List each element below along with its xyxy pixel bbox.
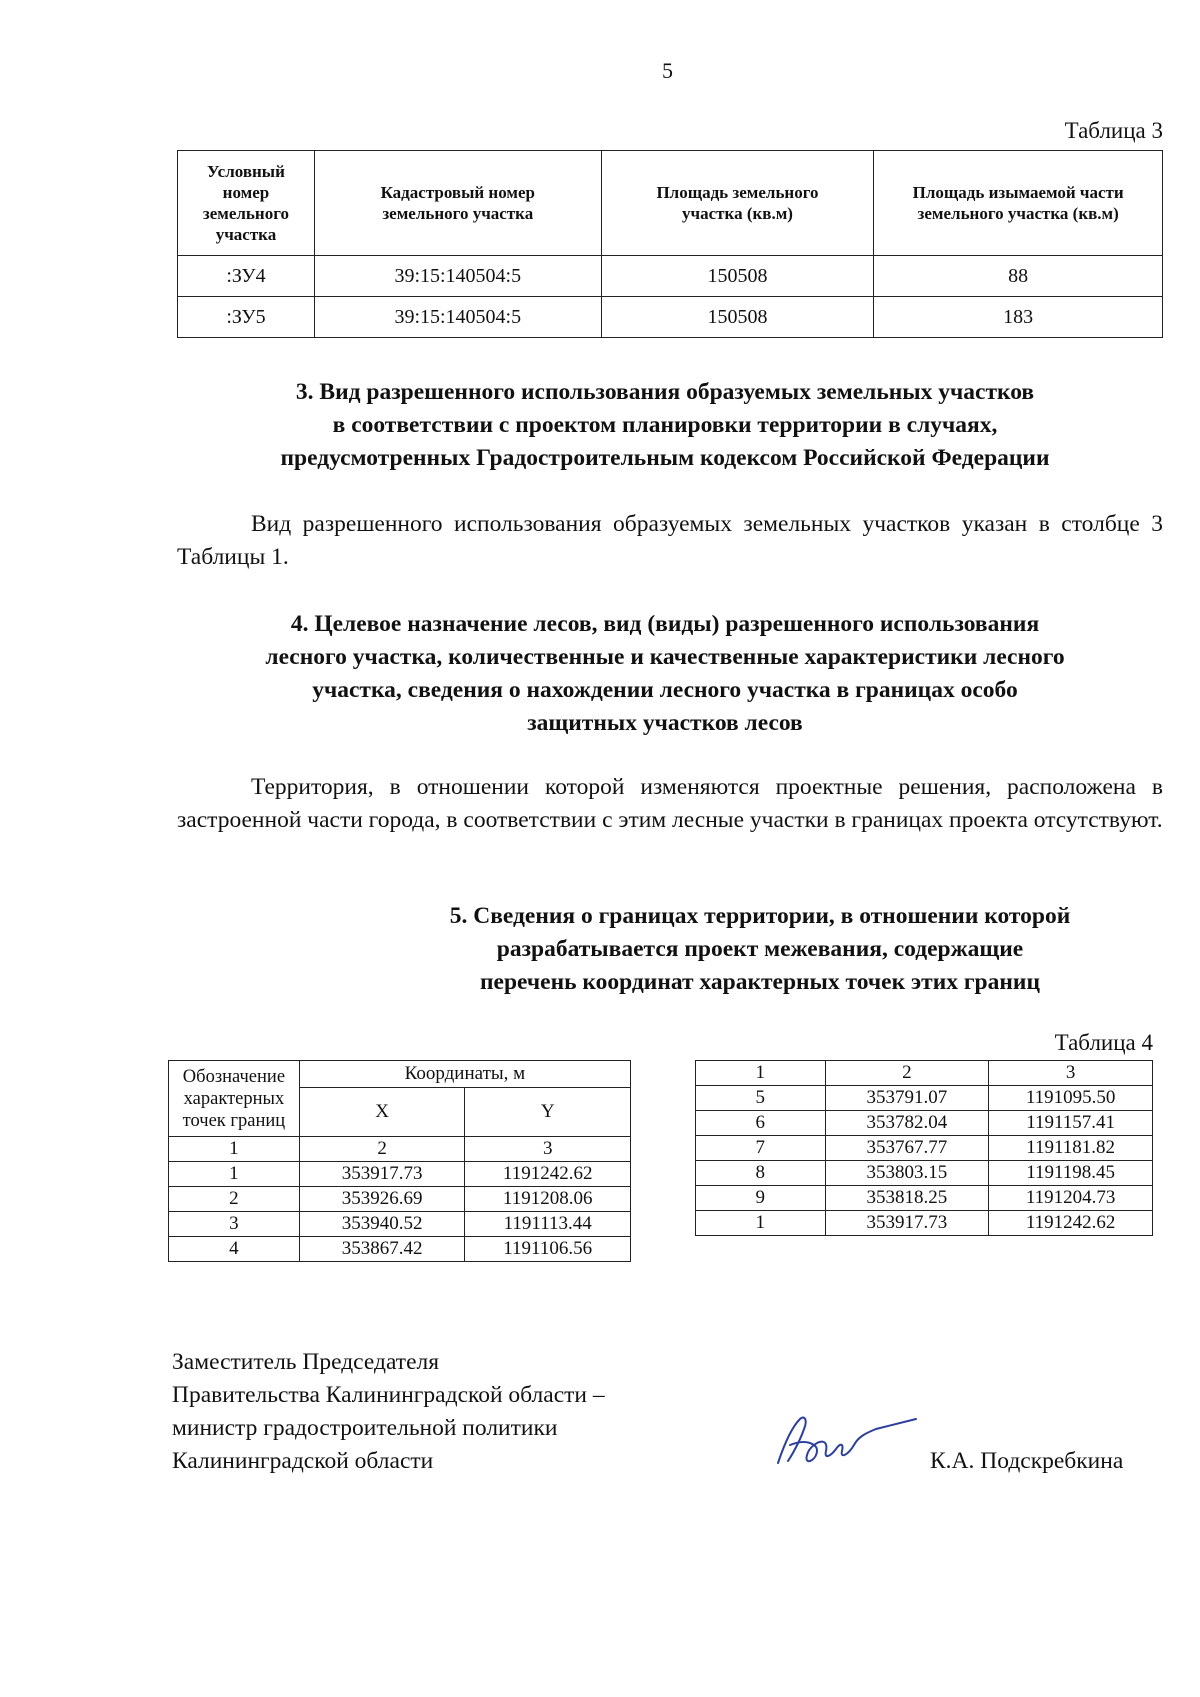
table-cell: 3: [465, 1137, 631, 1162]
signatory-title-line: министр градостроительной политики: [172, 1415, 558, 1441]
table-row: [696, 1111, 1153, 1136]
table-cell: 2: [825, 1061, 989, 1086]
heading-line: защитных участков лесов: [527, 710, 803, 736]
table-cell: 4: [169, 1237, 300, 1262]
heading-line: лесного участка, количественные и качественные характеристики лесного: [265, 644, 1065, 670]
signatory-title: [172, 1346, 605, 1478]
table-cell: 353803.15: [825, 1161, 989, 1186]
section4-heading: [150, 608, 1180, 740]
page-number: 5: [662, 58, 673, 83]
section4-text: [177, 771, 1163, 837]
table-row: [696, 1086, 1153, 1111]
handwritten-signature: [770, 1405, 920, 1475]
table-row: [169, 1237, 631, 1262]
table-cell: 2: [169, 1187, 300, 1212]
table-cell: 353767.77: [825, 1136, 989, 1161]
table-cell: 1191208.06: [465, 1187, 631, 1212]
table-row: [696, 1186, 1153, 1211]
table-cell: 150508: [601, 256, 874, 297]
heading-line: разрабатывается проект межевания, содержащие: [496, 936, 1024, 962]
table-cell: 353791.07: [825, 1086, 989, 1111]
table-cell: 8: [696, 1161, 826, 1186]
heading-line: участка, сведения о нахождении лесного участка в границах особо: [312, 677, 1018, 703]
table3-caption: Таблица 3: [1064, 118, 1163, 143]
table4-left: [168, 1060, 631, 1262]
table-row: [178, 256, 1163, 297]
table4-header-y: Y: [465, 1088, 631, 1137]
table-cell: 6: [696, 1111, 826, 1136]
table-row: [169, 1137, 631, 1162]
table-cell: 1191242.62: [465, 1162, 631, 1187]
table-row: [696, 1211, 1153, 1236]
section3-text: [177, 508, 1163, 574]
table-cell: 150508: [601, 297, 874, 338]
table-row: [696, 1061, 1153, 1086]
heading-line: предусмотренных Градостроительным кодексом Российской Федерации: [280, 445, 1050, 471]
table-cell: 3: [989, 1061, 1153, 1086]
table3-header-cell: Площадь земельного участка (кв.м): [601, 151, 874, 256]
table-row: [169, 1187, 631, 1212]
table4-header-coords: Координаты, м: [299, 1061, 630, 1088]
table-cell: 39:15:140504:5: [314, 297, 601, 338]
table-cell: 353917.73: [825, 1211, 989, 1236]
table4-right: [695, 1060, 1153, 1236]
table-cell: 2: [299, 1137, 465, 1162]
table-row: [169, 1212, 631, 1237]
table-cell: 1: [169, 1162, 300, 1187]
signatory-title-line: Заместитель Председателя: [172, 1349, 440, 1375]
heading-line: 4. Целевое назначение лесов, вид (виды) разрешенного использования: [290, 611, 1040, 637]
table3-header-cell: Условный номер земельного участка: [178, 151, 315, 256]
table-cell: 353867.42: [299, 1237, 465, 1262]
paragraph: Вид разрешенного использования образуемых земельных участков указан в столбце 3 Таблицы 1.: [177, 511, 1163, 570]
table-cell: 183: [874, 297, 1163, 338]
heading-line: перечень координат характерных точек этих границ: [480, 969, 1040, 995]
table-cell: 3: [169, 1212, 300, 1237]
table-cell: 7: [696, 1136, 826, 1161]
signatory-title-line: Правительства Калининградской области –: [172, 1382, 605, 1408]
table4-header-x: X: [299, 1088, 465, 1137]
table-cell: 353940.52: [299, 1212, 465, 1237]
table-cell: 9: [696, 1186, 826, 1211]
section3-heading: [150, 376, 1180, 475]
table-cell: 1191157.41: [989, 1111, 1153, 1136]
table-cell: 88: [874, 256, 1163, 297]
table-cell: 1191204.73: [989, 1186, 1153, 1211]
table-cell: 1191242.62: [989, 1211, 1153, 1236]
table-row: [696, 1136, 1153, 1161]
table-row: [178, 297, 1163, 338]
table4-caption: Таблица 4: [1054, 1030, 1153, 1055]
heading-line: 3. Вид разрешенного использования образуемых земельных участков: [295, 379, 1035, 405]
table3-header-row: [178, 151, 1163, 256]
table3: [177, 150, 1163, 338]
table-cell: 5: [696, 1086, 826, 1111]
section5-heading: [210, 900, 1200, 999]
signatory-title-line: Калининградской области: [172, 1448, 434, 1474]
table4-header-point: Обозначение характерных точек границ: [169, 1061, 300, 1137]
table-cell: 353818.25: [825, 1186, 989, 1211]
table-cell: 1191095.50: [989, 1086, 1153, 1111]
table-cell: 353917.73: [299, 1162, 465, 1187]
heading-line: 5. Сведения о границах территории, в отношении которой: [449, 903, 1071, 929]
table-cell: 1191113.44: [465, 1212, 631, 1237]
table3-header-cell: Кадастровый номер земельного участка: [314, 151, 601, 256]
table-cell: 353782.04: [825, 1111, 989, 1136]
paragraph: Территория, в отношении которой изменяются проектные решения, расположена в застроенной части города, в соответствии с этим лесные участки в границах проекта отсутствуют.: [177, 774, 1163, 833]
table-row: [169, 1162, 631, 1187]
table3-header-cell: Площадь изымаемой части земельного участка (кв.м): [874, 151, 1163, 256]
heading-line: в соответствии с проектом планировки территории в случаях,: [332, 412, 998, 438]
table-cell: 353926.69: [299, 1187, 465, 1212]
table-cell: 1: [169, 1137, 300, 1162]
table-cell: :ЗУ5: [178, 297, 315, 338]
table-cell: 39:15:140504:5: [314, 256, 601, 297]
table-row: [696, 1161, 1153, 1186]
table-cell: 1: [696, 1061, 826, 1086]
table-cell: 1191181.82: [989, 1136, 1153, 1161]
table-cell: 1: [696, 1211, 826, 1236]
signatory-name: К.А. Подскребкина: [930, 1448, 1124, 1474]
table-cell: :ЗУ4: [178, 256, 315, 297]
table-cell: 1191198.45: [989, 1161, 1153, 1186]
table-cell: 1191106.56: [465, 1237, 631, 1262]
